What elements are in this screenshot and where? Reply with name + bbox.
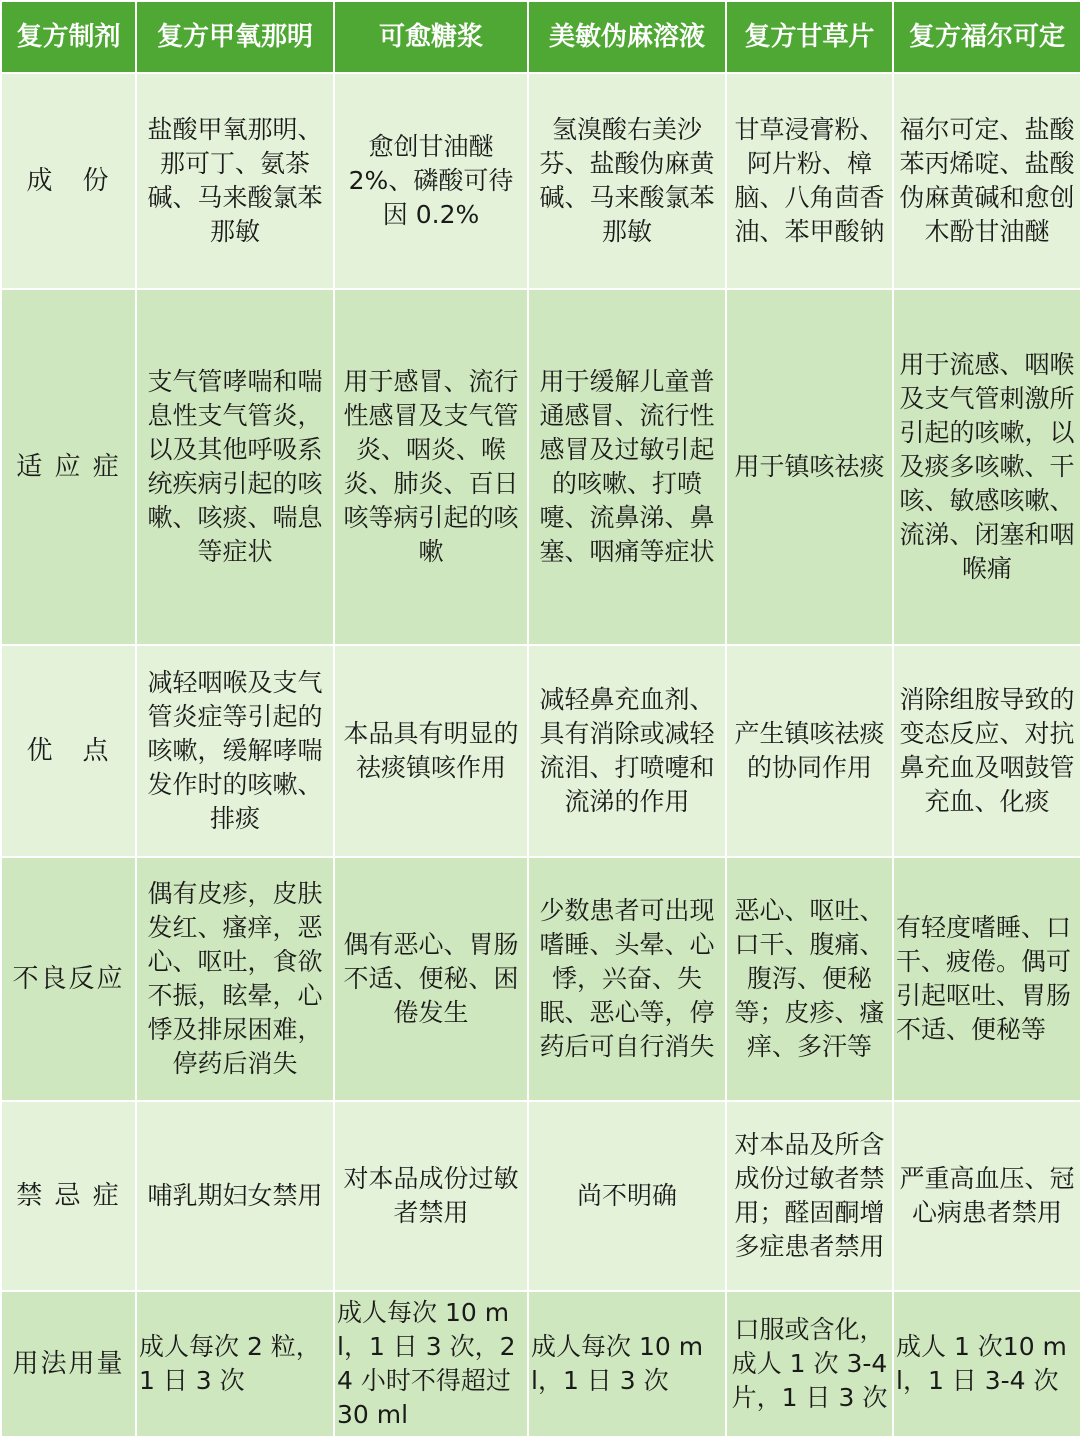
table-cell: 成人每次 10 ml，1 日 3 次，24 小时不得超过 30 ml (334, 1291, 528, 1437)
table-cell: 哺乳期妇女禁用 (136, 1101, 334, 1291)
table-row-indications (1, 289, 1080, 645)
header-cell-compound-licorice-tablet: 复方甘草片 (726, 1, 893, 73)
table-cell: 尚不明确 (528, 1101, 726, 1291)
table-cell: 福尔可定、盐酸苯丙烯啶、盐酸伪麻黄碱和愈创木酚甘油醚 (893, 73, 1080, 289)
table-cell: 用于流感、咽喉及支气管刺激所引起的咳嗽，以及痰多咳嗽、干咳、敏感咳嗽、流涕、闭塞和咽喉痛 (893, 289, 1080, 645)
header-cell-cough-syrup: 可愈糖浆 (334, 1, 528, 73)
table-row-advantages (1, 645, 1080, 857)
table-cell: 偶有恶心、胃肠不适、便秘、困倦发生 (334, 857, 528, 1101)
table-cell: 对本品及所含成份过敏者禁用；醛固酮增多症患者禁用 (726, 1101, 893, 1291)
table-cell: 氢溴酸右美沙芬、盐酸伪麻黄碱、马来酸氯苯那敏 (528, 73, 726, 289)
table-cell: 严重高血压、冠心病患者禁用 (893, 1101, 1080, 1291)
table-cell: 成人 1 次10 ml，1 日 3-4 次 (893, 1291, 1080, 1437)
table-cell: 减轻鼻充血剂、具有消除或减轻流泪、打喷嚏和流涕的作用 (528, 645, 726, 857)
header-cell-compound-pholcodine: 复方福尔可定 (893, 1, 1080, 73)
row-label-adverse-reactions: 不良反应 (1, 857, 136, 1101)
header-cell-formulation: 复方制剂 (1, 1, 136, 73)
table-cell: 本品具有明显的祛痰镇咳作用 (334, 645, 528, 857)
row-label-ingredients: 成 份 (1, 73, 136, 289)
table-cell: 恶心、呕吐、口干、腹痛、腹泻、便秘等；皮疹、瘙痒、多汗等 (726, 857, 893, 1101)
table-cell: 用于缓解儿童普通感冒、流行性感冒及过敏引起的咳嗽、打喷嚏、流鼻涕、鼻塞、咽痛等症状 (528, 289, 726, 645)
table-cell: 偶有皮疹，皮肤发红、瘙痒，恶心、呕吐，食欲不振，眩晕，心悸及排尿困难，停药后消失 (136, 857, 334, 1101)
table-row-contraindications (1, 1101, 1080, 1291)
row-label-advantages: 优 点 (1, 645, 136, 857)
table-cell: 成人每次 2 粒，1 日 3 次 (136, 1291, 334, 1437)
table-cell: 减轻咽喉及支气管炎症等引起的咳嗽，缓解哮喘发作时的咳嗽、排痰 (136, 645, 334, 857)
table-row-ingredients (1, 73, 1080, 289)
table-cell: 消除组胺导致的变态反应、对抗鼻充血及咽鼓管充血、化痰 (893, 645, 1080, 857)
table-cell: 甘草浸膏粉、阿片粉、樟脑、八角茴香油、苯甲酸钠 (726, 73, 893, 289)
table-cell: 用于感冒、流行性感冒及支气管炎、咽炎、喉炎、肺炎、百日咳等病引起的咳嗽 (334, 289, 528, 645)
table-row-dosage (1, 1291, 1080, 1437)
table-cell: 少数患者可出现嗜睡、头晕、心悸，兴奋、失眠、恶心等，停药后可自行消失 (528, 857, 726, 1101)
row-label-indications: 适 应 症 (1, 289, 136, 645)
row-label-dosage: 用法用量 (1, 1291, 136, 1437)
table-cell: 盐酸甲氧那明、那可丁、氨茶碱、马来酸氯苯那敏 (136, 73, 334, 289)
header-row (1, 1, 1080, 73)
table-cell: 支气管哮喘和喘息性支气管炎，以及其他呼吸系统疾病引起的咳嗽、咳痰、喘息等症状 (136, 289, 334, 645)
table-row-adverse-reactions (1, 857, 1080, 1101)
table-cell: 对本品成份过敏者禁用 (334, 1101, 528, 1291)
header-cell-compound-methoxyphenamine: 复方甲氧那明 (136, 1, 334, 73)
row-label-contraindications: 禁 忌 症 (1, 1101, 136, 1291)
header-cell-dextromethorphan-solution: 美敏伪麻溶液 (528, 1, 726, 73)
table-cell: 用于镇咳祛痰 (726, 289, 893, 645)
table-cell: 产生镇咳祛痰的协同作用 (726, 645, 893, 857)
table-cell: 口服或含化，成人 1 次 3-4 片，1 日 3 次 (726, 1291, 893, 1437)
table-cell: 有轻度嗜睡、口干、疲倦。偶可引起呕吐、胃肠不适、便秘等 (893, 857, 1080, 1101)
table-cell: 成人每次 10 ml，1 日 3 次 (528, 1291, 726, 1437)
table-cell: 愈创甘油醚 2%、磷酸可待因 0.2% (334, 73, 528, 289)
